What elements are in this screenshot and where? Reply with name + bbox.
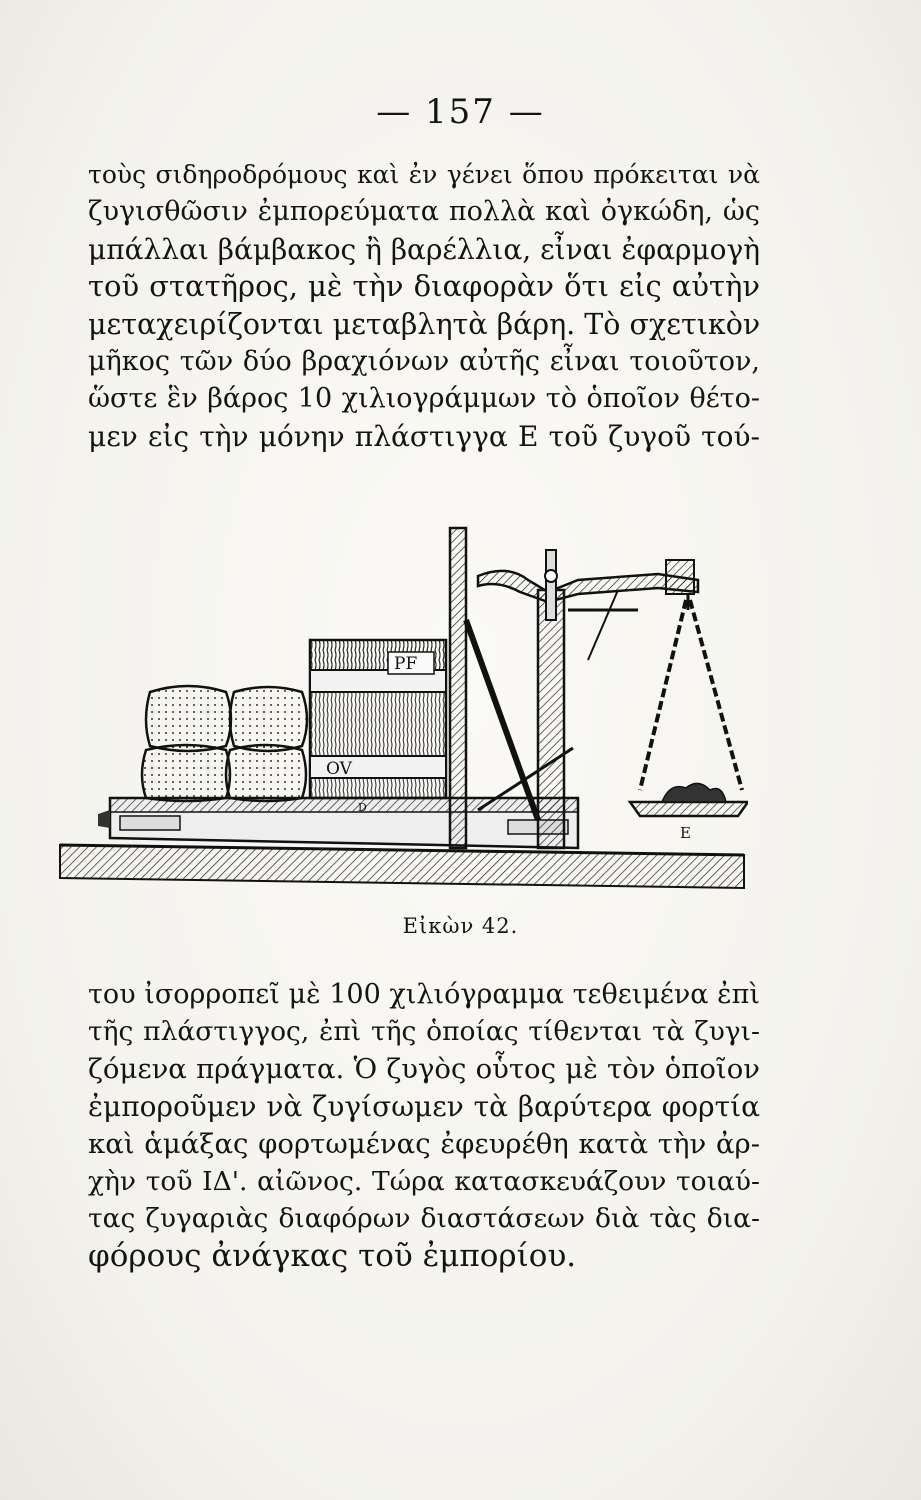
text-line: φόρους ἀνάγκας τοῦ ἐμπορίου.: [88, 1237, 577, 1274]
platform-scale-illustration: [58, 520, 748, 892]
text-line: ζυγισθῶσιν ἐμπορεύματα πολλὰ καὶ ὀγκώδη, ὡς: [88, 196, 760, 228]
text-line: τῆς πλάστιγγος, ἐπὶ τῆς ὁποίας τίθενται τὰ ζυγι-: [88, 1016, 760, 1048]
cotton-bales: [142, 686, 307, 801]
text-line: ζόμενα πράγματα. Ὁ ζυγὸς οὗτος μὲ τὸν ὁποῖον: [88, 1052, 760, 1085]
paragraph-bottom: [88, 976, 760, 1275]
text-line: τοῦ στατῆρος, μὲ τὴν διαφορὰν ὅτι εἰς αὐτὴν: [88, 269, 760, 304]
text-line: χὴν τοῦ ΙΔ'. αἰῶνος. Τώρα κατασκευάζουν τοιαύ-: [88, 1166, 760, 1198]
paragraph-top: [88, 156, 760, 455]
text-line: ἐμποροῦμεν νὰ ζυγίσωμεν τὰ βαρύτερα φορτία: [88, 1090, 760, 1124]
text-line: μπάλλαι βάμβακος ἢ βαρέλλια, εἶναι ἐφαρμογὴ: [88, 232, 760, 266]
text-line: τας ζυγαριὰς διαφόρων διαστάσεων διὰ τὰς δια-: [88, 1203, 760, 1235]
figure-caption: Εἰκὼν 42.: [402, 914, 519, 938]
floor: [60, 845, 744, 888]
wooden-crates: [310, 640, 446, 798]
crate-mark-pf: PF: [394, 654, 418, 674]
text-line: καὶ ἁμάξας φορτωμένας ἐφευρέθη κατὰ τὴν ἀρ-: [88, 1127, 760, 1160]
crate-mark-ov: OV: [326, 759, 352, 779]
text-line: μεν εἰς τὴν μόνην πλάστιγγα Ε τοῦ ζυγοῦ τού-: [88, 419, 760, 453]
text-line: ὥστε ἓν βάρος 10 χιλιογράμμων τὸ ὁποῖον θέτο-: [88, 383, 760, 415]
letter-d: D: [358, 801, 367, 814]
text-line: μεταχειρίζονται μεταβλητὰ βάρη. Τὸ σχετικὸν: [88, 307, 760, 341]
text-line: τοὺς σιδηροδρόμους καὶ ἐν γένει ὅπου πρόκειται νὰ: [88, 160, 760, 189]
text-line: μῆκος τῶν δύο βραχιόνων αὐτῆς εἶναι τοιοῦτον,: [88, 346, 760, 378]
page-number: — 157 —: [376, 92, 545, 132]
hanging-pan: [630, 594, 748, 842]
text-line: του ἰσορροπεῖ μὲ 100 χιλιόγραμμα τεθειμένα ἐπὶ: [88, 979, 760, 1010]
pan-letter-e: E: [680, 824, 691, 842]
scale-platform: [98, 798, 578, 848]
